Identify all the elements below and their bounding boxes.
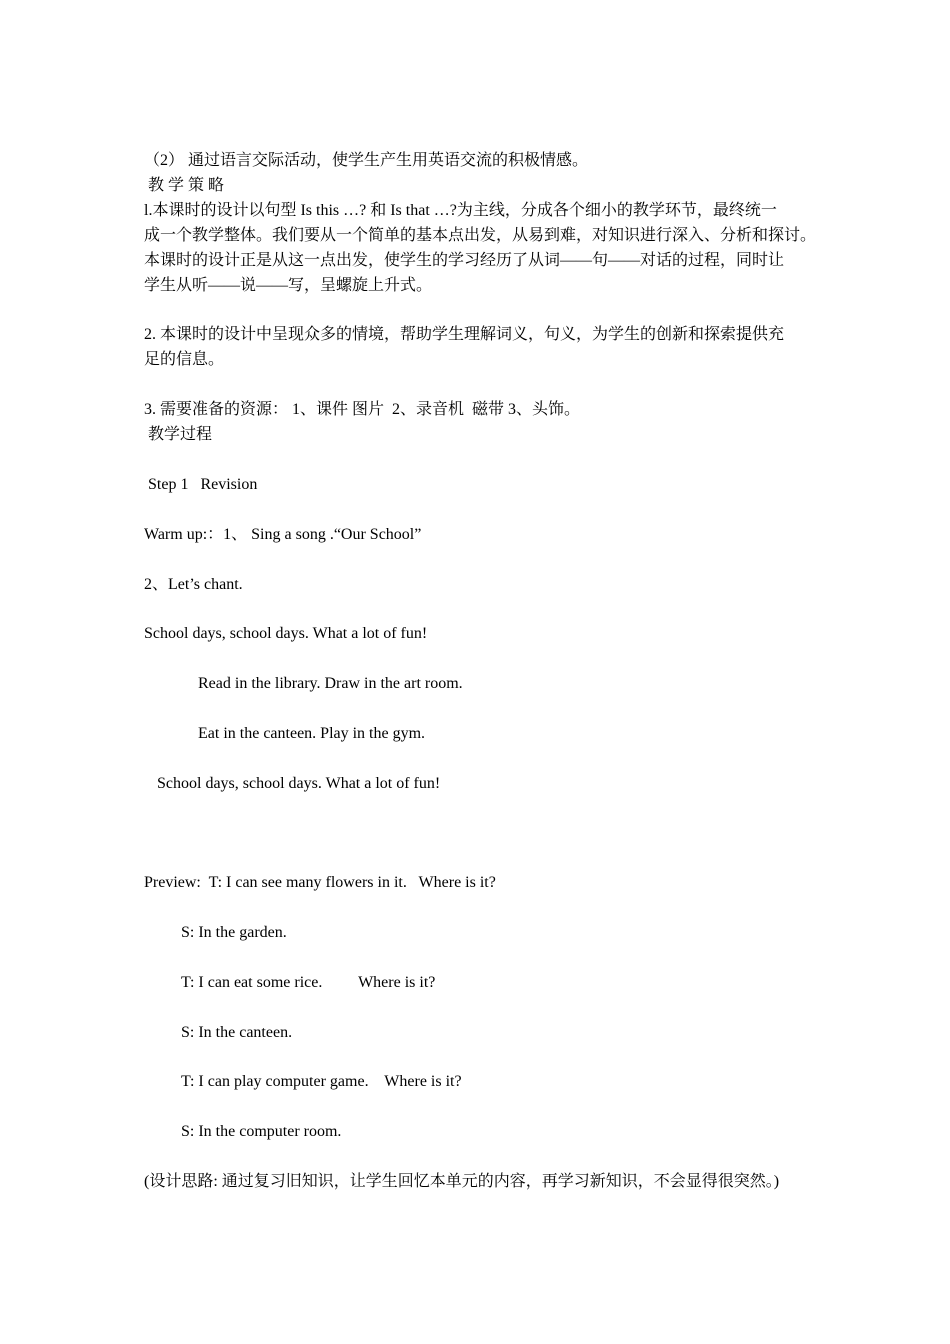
chant-line: Read in the library. Draw in the art room. — [198, 675, 463, 692]
step1-heading: Step 1 Revision — [144, 476, 258, 493]
strategy-p2-line: 足的信息。 — [144, 351, 225, 368]
process-heading: 教学过程 — [144, 426, 213, 443]
chant-intro: 2、Let’s chant. — [144, 576, 243, 593]
strategy-p1-line: 学生从听——说——写，呈螺旋上升式。 — [144, 277, 433, 294]
preview-line: Preview: T: I can see many flowers in it. Where is it? — [144, 874, 496, 891]
strategy-p2-line: 2. 本课时的设计中呈现众多的情境，帮助学生理解词义，句义，为学生的创新和探索提供充 — [144, 326, 785, 343]
strategy-heading: 教 学 策 略 — [144, 177, 225, 194]
preview-line: T: I can play computer game. Where is it? — [181, 1073, 462, 1090]
preview-line: S: In the computer room. — [181, 1123, 342, 1140]
strategy-p1-line: 本课时的设计正是从这一点出发，使学生的学习经历了从词——句——对话的过程，同时让 — [144, 252, 785, 269]
chant-line: Eat in the canteen. Play in the gym. — [198, 725, 426, 742]
warmup-line: Warm up:：1、 Sing a song .“Our School” — [144, 526, 422, 543]
preview-line: S: In the canteen. — [181, 1024, 293, 1041]
strategy-p1-line: l.本课时的设计以句型 Is this …? 和 Is that …?为主线，分成各个细小的教学环节，最终统一 — [144, 202, 777, 219]
chant-line: School days, school days. What a lot of fun! — [157, 775, 441, 792]
strategy-p1-line: 成一个教学整体。我们要从一个简单的基本点出发，从易到难，对知识进行深入、分析和探讨。 — [144, 227, 817, 244]
design-note: (设计思路: 通过复习旧知识，让学生回忆本单元的内容，再学习新知识，不会显得很突然。) — [144, 1173, 780, 1190]
objective-item-2: （2） 通过语言交际活动，使学生产生用英语交流的积极情感。 — [144, 152, 589, 169]
strategy-p3: 3. 需要准备的资源： 1、课件 图片 2、录音机 磁带 3、头饰。 — [144, 401, 581, 418]
chant-line: School days, school days. What a lot of fun! — [144, 625, 428, 642]
preview-line: S: In the garden. — [181, 924, 287, 941]
preview-line: T: I can eat some rice. Where is it? — [181, 974, 436, 991]
